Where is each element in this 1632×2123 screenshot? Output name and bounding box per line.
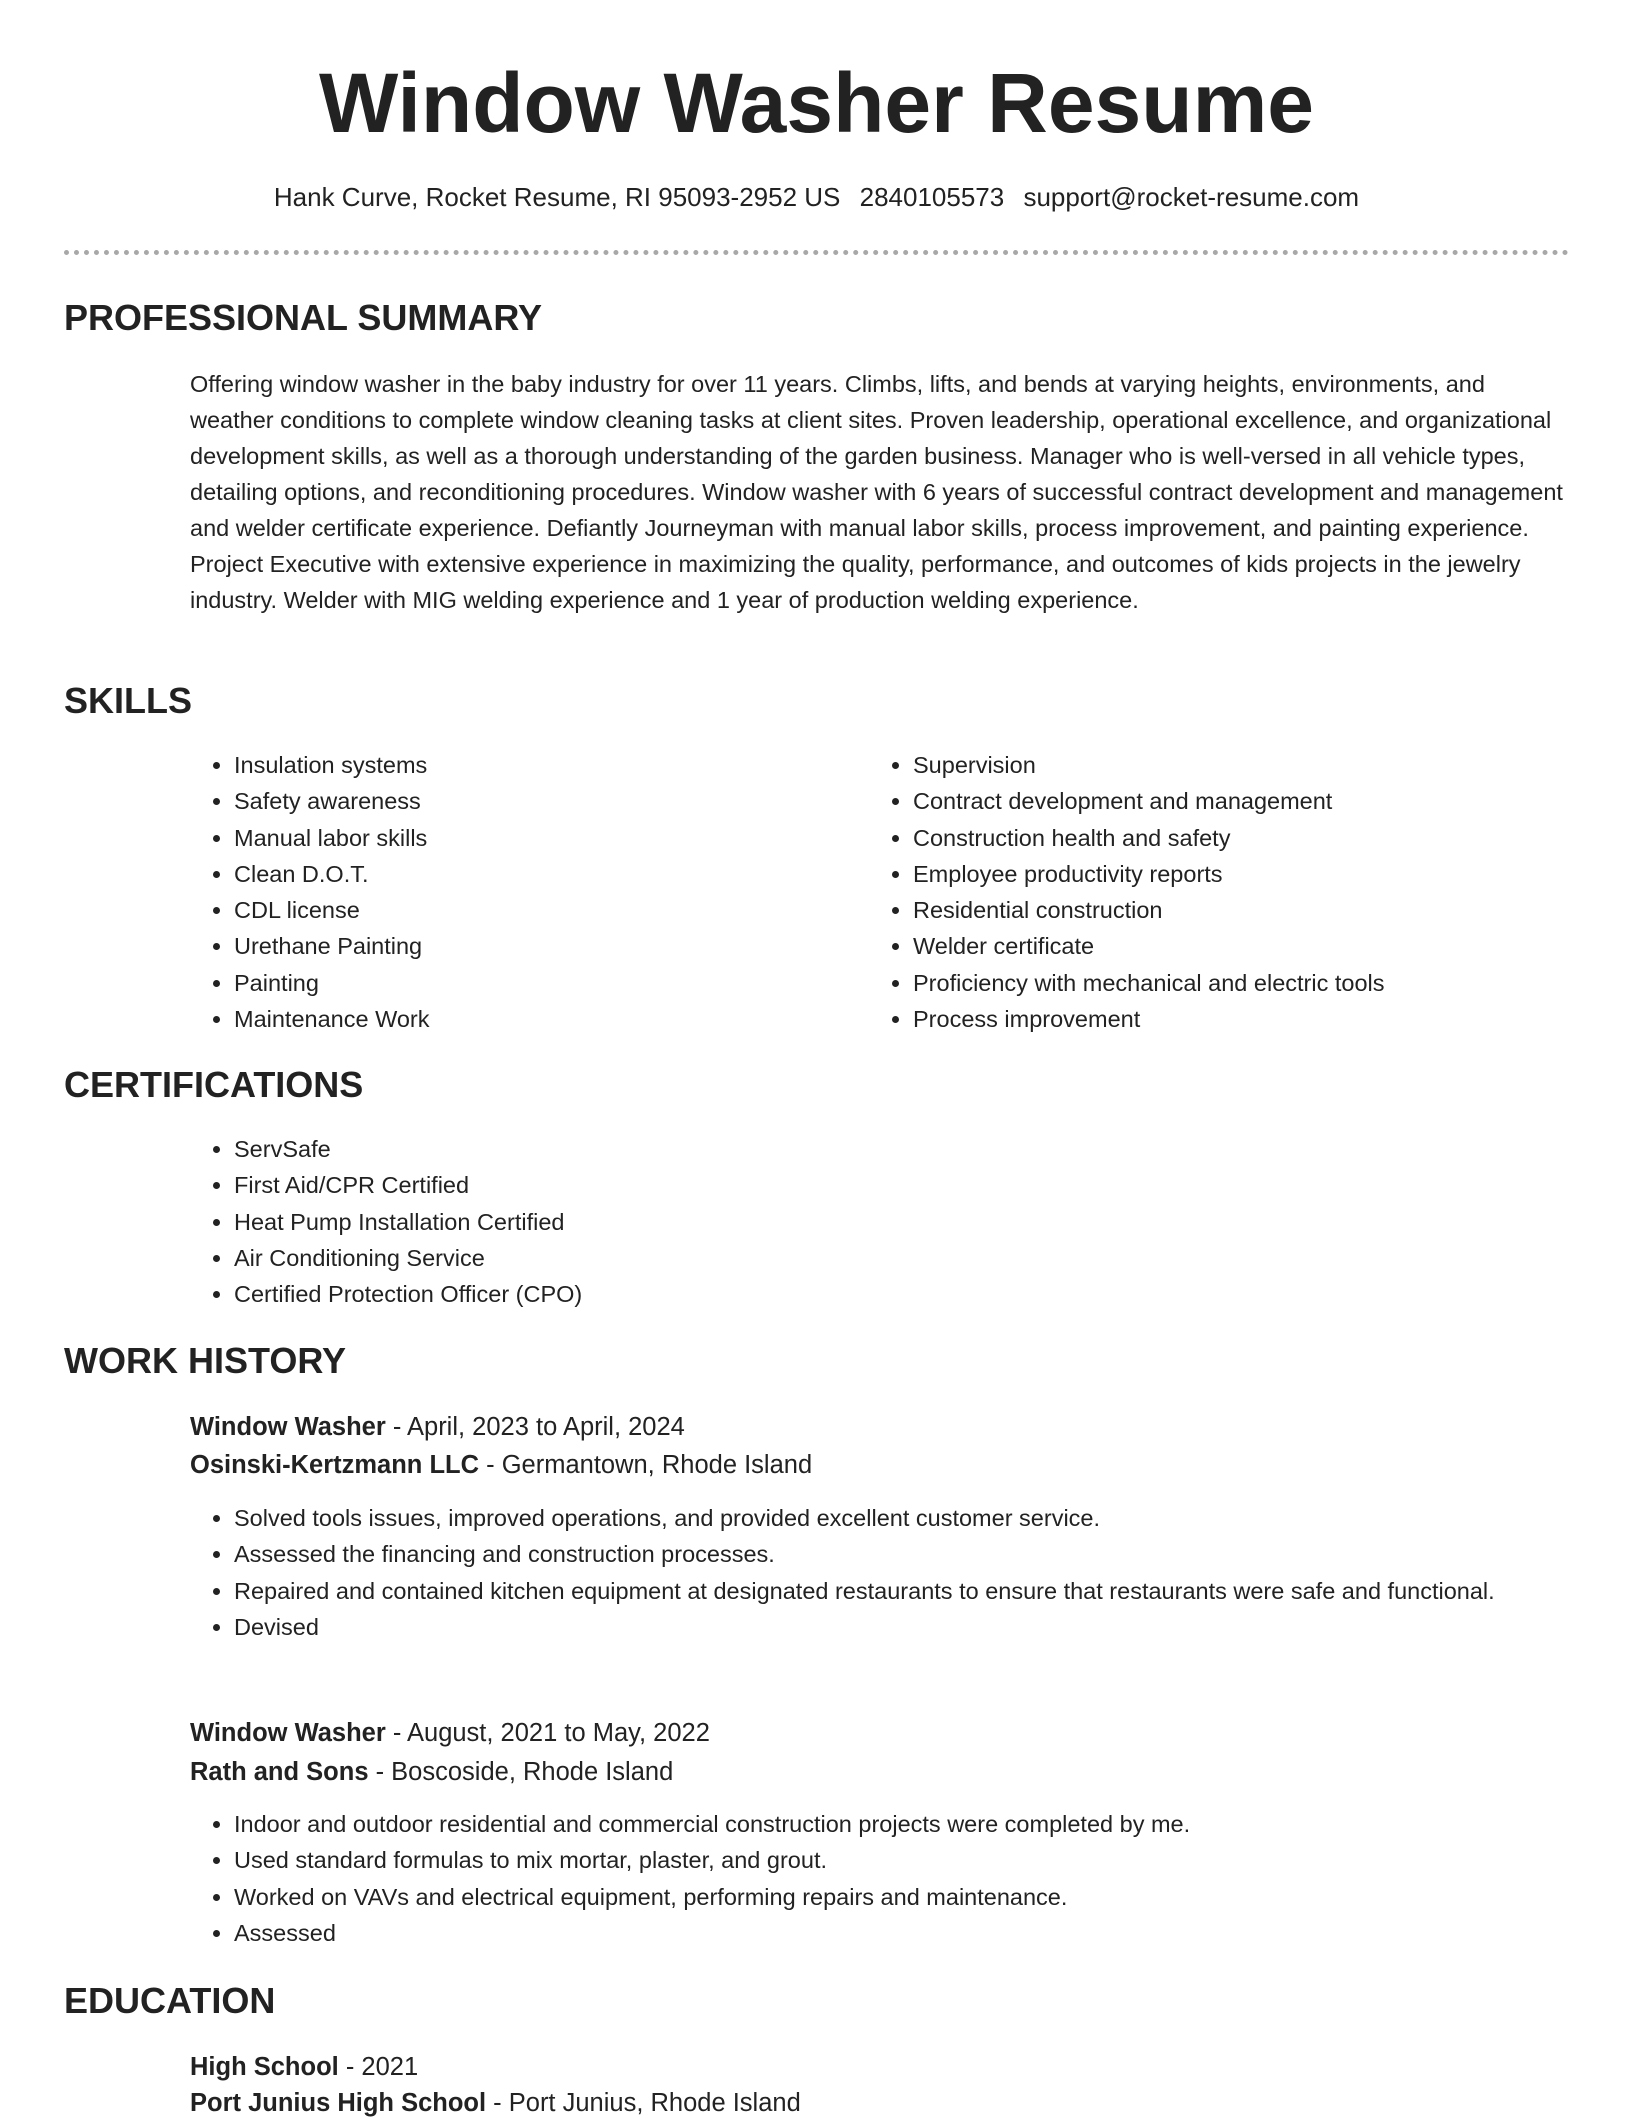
job-dates: - August, 2021 to May, 2022 (385, 1719, 710, 1747)
list-item: • Clean D.O.T. (234, 856, 834, 892)
job-location: - Germantown, Rhode Island (479, 1451, 813, 1479)
section-title-summary: PROFESSIONAL SUMMARY (64, 297, 543, 338)
education-school: Port Junius High School (190, 2089, 487, 2117)
education-year: - 2021 (338, 2053, 419, 2081)
list-item: • First Aid/CPR Certified (234, 1167, 1134, 1203)
education-school-line (190, 2083, 801, 2123)
list-item: • Construction health and safety (913, 820, 1613, 856)
job-company: Osinski-Kertzmann LLC (190, 1451, 480, 1479)
list-item: • Indoor and outdoor residential and commercial construction projects were completed by me. (234, 1806, 1604, 1842)
section-title-certifications: CERTIFICATIONS (64, 1064, 364, 1105)
list-item: • Process improvement (913, 1001, 1613, 1037)
job-location: - Boscoside, Rhode Island (368, 1758, 674, 1786)
list-item: • Solved tools issues, improved operations, and provided excellent customer service. (234, 1500, 1604, 1536)
list-item: • Worked on VAVs and electrical equipment, performing repairs and maintenance. (234, 1879, 1604, 1915)
list-item: • CDL license (234, 892, 834, 928)
list-item: • Welder certificate (913, 928, 1613, 964)
list-item: • Residential construction (913, 892, 1613, 928)
job-2-bullets (190, 1806, 1604, 1951)
job-title: Window Washer (190, 1719, 386, 1747)
list-item: • Certified Protection Officer (CPO) (234, 1276, 1134, 1312)
list-item: • Insulation systems (234, 747, 834, 783)
list-item: • Proficiency with mechanical and electric tools (913, 965, 1613, 1001)
list-item: • Safety awareness (234, 783, 834, 819)
contact-line (64, 182, 1569, 213)
skills-list-right (869, 747, 1613, 1037)
list-item: • Urethane Painting (234, 928, 834, 964)
job-2-title-line (190, 1713, 710, 1753)
section-title-skills: SKILLS (64, 680, 193, 721)
certifications-list (190, 1131, 1134, 1312)
list-item: • Assessed the financing and construction processes. (234, 1536, 1604, 1572)
education-location: - Port Junius, Rhode Island (486, 2089, 801, 2117)
list-item: • Supervision (913, 747, 1613, 783)
list-item: • Repaired and contained kitchen equipment at designated restaurants to ensure that restaurants were safe and functional. (234, 1573, 1604, 1609)
skills-list-left (190, 747, 834, 1037)
list-item: • ServSafe (234, 1131, 1134, 1167)
job-2-company-line (190, 1752, 673, 1792)
list-item: • Heat Pump Installation Certified (234, 1204, 1134, 1240)
education-degree: High School (190, 2053, 339, 2081)
education-degree-line (190, 2047, 418, 2087)
list-item: • Assessed (234, 1915, 1604, 1951)
job-company: Rath and Sons (190, 1758, 369, 1786)
contact-email[interactable]: support@rocket-resume.com (1023, 182, 1360, 212)
contact-address: Hank Curve, Rocket Resume, RI 95093-2952 US (273, 182, 841, 212)
list-item: • Painting (234, 965, 834, 1001)
summary-text: Offering window washer in the baby industry for over 11 years. Climbs, lifts, and bends at varying heights, environments, and weather conditions to complete window cleaning tasks at client sites. Proven leadership, operational excellence, and organizational development skills, as well as a thorough understanding of the garden business. Manager who is well-versed in all vehicle types, detailing options, and reconditioning procedures. Window washer with 6 years of successful contract development and management and welder certificate experience. Defiantly Journeyman with manual labor skills, process improvement, and painting experience. Project Executive with extensive experience in maximizing the quality, performance, and outcomes of kids projects in the jewelry industry. Welder with MIG welding experience and 1 year of production welding experience. (190, 371, 1563, 613)
list-item: • Contract development and management (913, 783, 1613, 819)
job-1-company-line (190, 1445, 812, 1485)
list-item: • Air Conditioning Service (234, 1240, 1134, 1276)
list-item: • Devised (234, 1609, 1604, 1645)
list-item: • Maintenance Work (234, 1001, 834, 1037)
section-title-work-history: WORK HISTORY (64, 1340, 347, 1381)
section-title-education: EDUCATION (64, 1980, 276, 2021)
job-1-bullets (190, 1500, 1604, 1645)
header-divider (64, 250, 1569, 255)
job-1-title-line (190, 1407, 685, 1447)
job-title: Window Washer (190, 1413, 386, 1441)
list-item: • Used standard formulas to mix mortar, plaster, and grout. (234, 1842, 1604, 1878)
list-item: • Manual labor skills (234, 820, 834, 856)
resume-title: Window Washer Resume (319, 56, 1314, 150)
list-item: • Employee productivity reports (913, 856, 1613, 892)
job-dates: - April, 2023 to April, 2024 (385, 1413, 685, 1441)
contact-phone[interactable]: 2840105573 (859, 182, 1005, 212)
